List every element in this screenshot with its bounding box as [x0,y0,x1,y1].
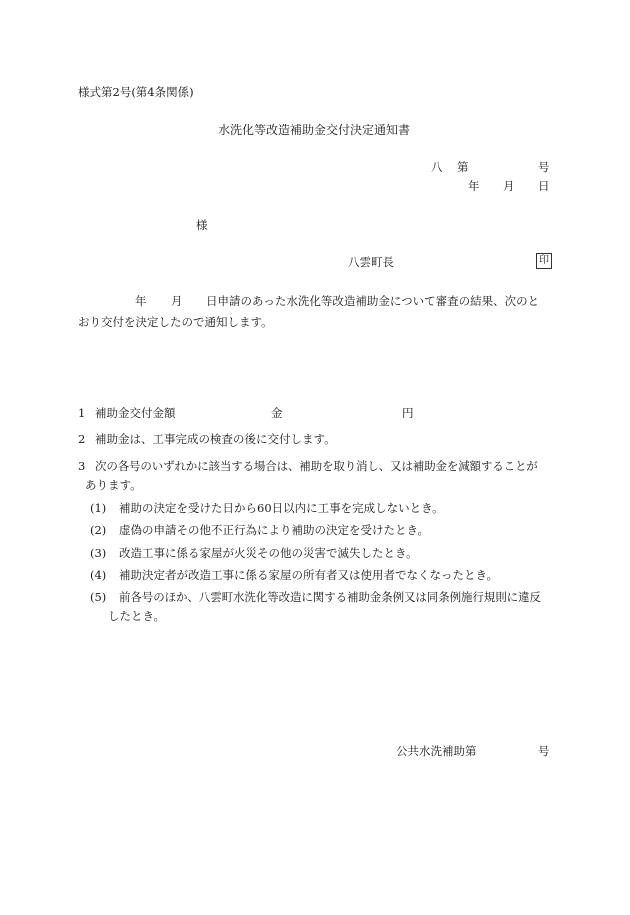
footer-label: 公共水洗補助第 [396,744,477,758]
condition-text: 補助決定者が改造工事に係る家屋の所有者又は使用者でなくなったとき。 [119,568,499,582]
condition-text: 改造工事に係る家屋が火災その他の災害で滅失したとき。 [119,546,418,560]
recipient-suffix: 様 [196,218,208,232]
item-3-line1: 次の各号のいずれかに該当する場合は、補助を取り消し、又は補助金を減額することが [95,459,538,473]
item-1-label: 補助金交付金額 [95,406,176,420]
intro-line2: おり交付を決定したので通知します。 [78,315,273,329]
condition-text: 虚偽の申請その他不正行為により補助の決定を受けたとき。 [119,523,430,537]
doc-number-prefix: 八 [431,160,443,174]
condition-continuation: したとき。 [108,609,166,623]
doc-number-dai: 第 [457,160,469,174]
condition-number: (1) [90,501,107,515]
condition-number: (2) [90,523,107,537]
item-1-number: 1 [78,406,86,420]
form-label: 様式第2号(第4条関係) [78,85,194,99]
condition-number: (4) [90,568,107,582]
condition-text: 前各号のほか、八雲町水洗化等改造に関する補助金条例又は同条例施行規則に違反 [119,590,541,604]
item-1-yen: 円 [402,406,414,420]
item-1-kin: 金 [271,406,283,420]
seal-mark: 印 [536,253,552,269]
condition-number: (5) [90,590,107,604]
intro-year: 年 [135,294,147,308]
date-month: 月 [503,179,515,193]
issuer-name: 八雲町長 [348,255,394,269]
document-title: 水洗化等改造補助金交付決定通知書 [218,123,411,137]
item-3-line2: あります。 [85,478,142,492]
date-day: 日 [538,179,550,193]
item-3-number: 3 [78,459,86,473]
condition-number: (3) [90,546,107,560]
item-2-text: 補助金は、工事完成の検査の後に交付します。 [95,432,336,446]
intro-line1: 日申請のあった水洗化等改造補助金について審査の結果、次のと [206,294,540,308]
doc-number-go: 号 [538,160,550,174]
date-year: 年 [468,179,480,193]
intro-month: 月 [171,294,183,308]
footer-go: 号 [538,744,550,758]
condition-text: 補助の決定を受けた日から60日以内に工事を完成しないとき。 [119,501,444,515]
item-2-number: 2 [78,432,86,446]
